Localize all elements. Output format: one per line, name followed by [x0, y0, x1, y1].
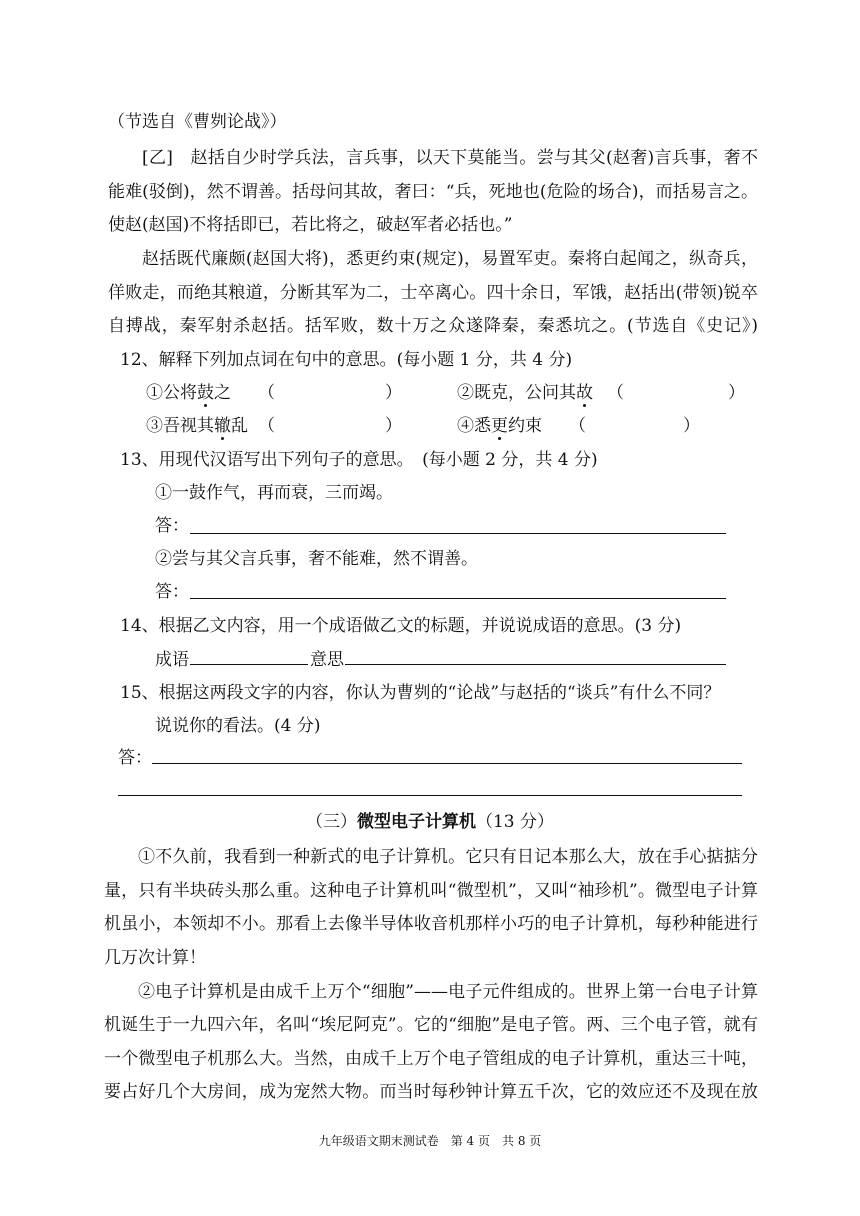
section3-title: （三）微型电子计算机（13 分） [305, 812, 555, 832]
q13-answer-label-2: 答： [155, 582, 189, 602]
q15-answer-label: 答： [118, 748, 152, 768]
q14-idiom-label: 成语 [155, 650, 189, 670]
q12-item-2: ②既克，公问其故 [457, 383, 593, 403]
q13-answer-line-1[interactable] [190, 533, 726, 534]
q14-meaning-blank[interactable] [345, 664, 726, 665]
q13-stem: 13、用现代汉语写出下列句子的意思。 (每小题 2 分，共 4 分) [120, 450, 598, 470]
q12-paren-open-4: （ [569, 416, 586, 436]
q15-stem-line2: 说说你的看法。(4 分) [155, 716, 321, 736]
s3-p1-line4: 几万次计算！ [104, 948, 206, 968]
q14-idiom-blank[interactable] [190, 664, 308, 665]
s3-p2-line4: 要占好几个大房间，成为宠然大物。而当时每秒钟计算五千次，它的效应还不及现在放 [104, 1082, 758, 1102]
q15-stem-line1: 15、根据这两段文字的内容，你认为曹刿的“论战”与赵括的“谈兵”有什么不同？ [120, 683, 721, 703]
q13-sentence-2: ②尝与其父言兵事，奢不能难，然不谓善。 [155, 549, 478, 569]
yi-p2-line2: 佯败走，而绝其粮道，分断其军为二，士卒离心。四十余日，军饿，赵括出(带领)锐卒 [108, 283, 758, 303]
q12-paren-close-3: ） [385, 416, 402, 436]
q13-answer-line-2[interactable] [190, 598, 726, 599]
dotted-char: 辙 [214, 416, 231, 436]
q14-stem: 14、根据乙文内容，用一个成语做乙文的标题，并说说成语的意思。(3 分) [120, 616, 682, 636]
yi-p2-line1: 赵括既代廉颇(赵国大将)，悉更约束(规定)，易置军吏。秦将白起闻之，纵奇兵， [142, 249, 758, 269]
s3-p1-line2: 量，只有半块砖头那么重。这种电子计算机叫“微型机”，又叫“袖珍机”。微型电子计算 [104, 881, 758, 901]
q12-paren-close-1: ） [385, 383, 402, 403]
q12-item-1: ①公将鼓之 [146, 383, 231, 403]
source-note: （节选自《曹刿论战》） [108, 112, 287, 132]
s3-p1-line3: 机虽小，本领却不小。那看上去像半导体收音机那样小巧的电子计算机，每秒种能进行 [104, 914, 758, 934]
s3-p2-line1: ②电子计算机是由成千上万个“细胞”——电子元件组成的。世界上第一台电子计算 [138, 982, 758, 1002]
page-footer: 九年级语文期末测试卷 第 4 页 共 8 页 [318, 1134, 542, 1148]
q12-item-4: ④悉更约束 [457, 416, 542, 436]
q12-paren-close-2: ） [728, 383, 745, 403]
q12-item-3: ③吾视其辙乱 [146, 416, 248, 436]
q13-sentence-1: ①一鼓作气，再而衰，三而竭。 [155, 483, 393, 503]
q12-paren-open-2: （ [607, 383, 624, 403]
q12-paren-open-3: （ [258, 416, 275, 436]
q13-answer-label-1: 答： [155, 516, 189, 536]
dotted-char: 鼓 [197, 383, 214, 403]
q14-meaning-label: 意思 [310, 650, 344, 670]
s3-p1-line1: ①不久前，我看到一种新式的电子计算机。它只有日记本那么大，放在手心掂掂分 [138, 847, 758, 867]
q12-stem: 12、解释下列加点词在句中的意思。(每小题 1 分，共 4 分) [120, 350, 573, 370]
yi-p1-line1: [乙] 赵括自少时学兵法，言兵事，以天下莫能当。尝与其父(赵奢)言兵事，奢不 [142, 148, 758, 168]
q15-answer-line-2[interactable] [118, 795, 742, 796]
s3-p2-line2: 机诞生于一九四六年，名叫“埃尼阿克”。它的“细胞”是电子管。两、三个电子管，就有 [104, 1015, 758, 1035]
dotted-char: 更 [491, 416, 508, 436]
q12-paren-close-4: ） [683, 416, 700, 436]
yi-p1-line3: 使赵(赵国)不将括即已，若比将之，破赵军者必括也。” [108, 215, 513, 235]
q12-paren-open-1: （ [258, 383, 275, 403]
s3-p2-line3: 一个微型电子机那么大。当然，由成千上万个电子管组成的电子计算机，重达三十吨， [104, 1049, 758, 1069]
yi-p1-line2: 能难(驳倒)，然不谓善。括母问其故，奢曰：“兵，死地也(危险的场合)，而括易言之。 [108, 182, 758, 202]
yi-p2-line3: 自搏战，秦军射杀赵括。括军败，数十万之众遂降秦，秦悉坑之。(节选自《史记》) [108, 316, 758, 336]
q15-answer-line-1[interactable] [152, 763, 742, 764]
dotted-char: 故 [576, 383, 593, 403]
